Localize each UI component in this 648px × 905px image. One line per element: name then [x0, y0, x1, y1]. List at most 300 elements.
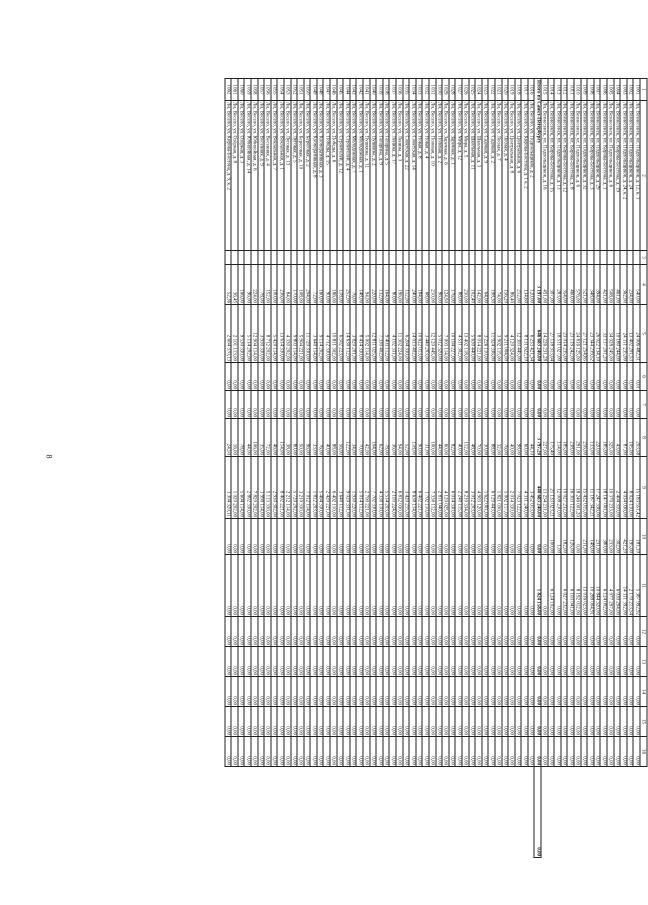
value-cell: [541, 251, 548, 265]
value-cell: 0,00: [403, 391, 410, 419]
value-cell: [396, 251, 403, 265]
address-cell: Лн, Весело, ул. Пушкина, д. 11: [363, 101, 370, 251]
value-cell: 0,00: [508, 737, 515, 767]
value-cell: 0,00: [403, 647, 410, 677]
value-cell: 0,00: [343, 677, 350, 707]
value-cell: 0,00: [324, 519, 331, 555]
value-cell: 8 414 330,00: [356, 305, 363, 363]
value-cell: 0,00: [587, 677, 594, 707]
value-cell: 21 133 023,21: [548, 457, 555, 519]
value-cell: 0,00: [449, 677, 456, 707]
value-cell: 9 803 114,00: [291, 305, 298, 363]
row-number-cell: 1019: [508, 79, 515, 101]
value-cell: 5 002 117,00: [502, 457, 509, 519]
address-cell: Лн, Весело, ул. Заречная, д. 1: [449, 101, 456, 251]
value-cell: [317, 251, 324, 265]
value-cell: 0,00: [627, 391, 634, 419]
table-row: [337, 79, 344, 858]
value-cell: 0,00: [258, 363, 265, 391]
value-cell: 0,00: [284, 555, 291, 617]
table-row: [574, 79, 581, 858]
value-cell: 0,00: [330, 647, 337, 677]
value-cell: 0,00: [363, 363, 370, 391]
value-cell: 0,00: [436, 519, 443, 555]
value-cell: [231, 251, 238, 265]
value-cell: 0,00: [284, 617, 291, 647]
value-cell: 0,00: [521, 737, 528, 767]
value-cell: 0,00: [462, 391, 469, 419]
value-cell: 0,00: [337, 363, 344, 391]
value-cell: 11 024 336,00: [488, 305, 495, 363]
column-index-cell: 4: [640, 265, 647, 305]
table-row: [436, 79, 443, 858]
value-cell: [587, 251, 594, 265]
column-index-cell: 7: [640, 391, 647, 419]
value-cell: 508,00: [607, 265, 614, 305]
value-cell: 0,00: [317, 677, 324, 707]
value-cell: 0,00: [561, 391, 568, 419]
value-cell: [376, 251, 383, 265]
value-cell: [409, 251, 416, 265]
value-cell: 0,00: [607, 647, 614, 677]
value-cell: 0,00: [291, 737, 298, 767]
value-cell: 8 131 622,10: [521, 305, 528, 363]
value-cell: 0,00: [462, 555, 469, 617]
table-row: [502, 79, 509, 858]
value-cell: 521,00: [581, 265, 588, 305]
row-number-cell: 1016: [528, 79, 535, 101]
value-cell: 354,00: [561, 265, 568, 305]
value-cell: 0,00: [350, 707, 357, 737]
value-cell: 0,00: [264, 737, 271, 767]
value-cell: 176,00: [449, 265, 456, 305]
value-cell: 10 844 320,00: [594, 555, 601, 617]
address-cell: Лн, Весело, ул. Юбилейная, д. 6: [251, 101, 258, 251]
value-cell: 0,00: [363, 391, 370, 419]
value-cell: 48,00: [469, 419, 476, 457]
group-total-cell: [535, 251, 542, 265]
value-cell: 0,00: [541, 555, 548, 617]
value-cell: 0,00: [297, 519, 304, 555]
value-cell: 0,00: [225, 519, 232, 555]
table-row: [297, 79, 304, 858]
value-cell: 0,00: [370, 555, 377, 617]
value-cell: 0,00: [462, 677, 469, 707]
value-cell: 0,00: [389, 677, 396, 707]
value-cell: 0,00: [541, 391, 548, 419]
value-cell: 2 811 040,00: [436, 457, 443, 519]
value-cell: 0,00: [620, 363, 627, 391]
value-cell: 0,00: [317, 617, 324, 647]
value-cell: 0,00: [515, 647, 522, 677]
row-number-cell: 1013: [554, 79, 561, 101]
value-cell: [244, 251, 251, 265]
value-cell: 5 720 202,00: [291, 457, 298, 519]
value-cell: 0,00: [495, 617, 502, 647]
value-cell: 0,00: [502, 707, 509, 737]
row-number-cell: 1022: [488, 79, 495, 101]
value-cell: 38,00: [284, 419, 291, 457]
value-cell: 76,00: [502, 419, 509, 457]
table-row: [350, 79, 357, 858]
value-cell: 100,00: [429, 419, 436, 457]
value-cell: 3 452 013,00: [528, 457, 535, 519]
value-cell: 0,00: [455, 647, 462, 677]
value-cell: 6 124 002,00: [600, 555, 607, 617]
value-cell: 0,00: [403, 737, 410, 767]
value-cell: 0,00: [383, 555, 390, 617]
value-cell: 0,00: [389, 737, 396, 767]
value-cell: 0,00: [587, 617, 594, 647]
value-cell: 1 020 202,00: [231, 457, 238, 519]
value-cell: 0,00: [271, 707, 278, 737]
value-cell: 0,00: [548, 677, 555, 707]
value-cell: 236,00: [277, 265, 284, 305]
value-cell: [515, 251, 522, 265]
table-row: [429, 79, 436, 858]
value-cell: 10 180 244,00: [614, 305, 621, 363]
value-cell: 0,00: [330, 519, 337, 555]
value-cell: 0,00: [231, 555, 238, 617]
value-cell: 7 330 112,00: [429, 457, 436, 519]
value-cell: 112,00: [403, 265, 410, 305]
table-row: [462, 79, 469, 858]
address-cell: Лн, Весело, ул. Луговая, д. 13: [284, 101, 291, 251]
value-cell: 196,00: [396, 265, 403, 305]
row-number-cell: 1051: [297, 79, 304, 101]
value-cell: 6 812 030,00: [396, 457, 403, 519]
column-index-cell: 15: [640, 707, 647, 737]
value-cell: 0,00: [416, 677, 423, 707]
value-cell: 0,00: [291, 363, 298, 391]
group-total-title: Итого по Санкт-Петербургу: [535, 79, 542, 251]
value-cell: 10 288 004,91: [587, 555, 594, 617]
value-cell: 233,00: [607, 519, 614, 555]
value-cell: 0,00: [422, 391, 429, 419]
value-cell: 0,00: [297, 363, 304, 391]
value-cell: [469, 251, 476, 265]
value-cell: 0,00: [422, 519, 429, 555]
value-cell: 240,00: [409, 265, 416, 305]
value-cell: 0,00: [264, 391, 271, 419]
value-cell: 0,00: [389, 363, 396, 391]
value-cell: [297, 251, 304, 265]
value-cell: [389, 251, 396, 265]
address-cell: Лн, Весело, ул. Центральная, д. 6: [515, 101, 522, 251]
value-cell: 0,00: [607, 617, 614, 647]
value-cell: 4 311 240,00: [521, 457, 528, 519]
address-cell: Лн, Весело, ул. Ленина, д. 3: [396, 101, 403, 251]
group-total-cell: 0,00: [535, 767, 542, 858]
value-cell: 0,00: [291, 647, 298, 677]
table-row: [356, 79, 363, 858]
value-cell: 24 006 482,31: [633, 305, 640, 363]
value-cell: 185,00: [600, 419, 607, 457]
value-cell: 3 640 112,00: [337, 457, 344, 519]
value-cell: [251, 251, 258, 265]
value-cell: 0,00: [304, 707, 311, 737]
value-cell: 0,00: [528, 391, 535, 419]
table-row: [475, 79, 482, 858]
value-cell: 325,00: [607, 419, 614, 457]
value-cell: 0,00: [495, 391, 502, 419]
value-cell: 0,00: [600, 617, 607, 647]
value-cell: 6 233 421,34: [528, 305, 535, 363]
value-cell: 0,00: [561, 617, 568, 647]
value-cell: 0,00: [291, 707, 298, 737]
value-cell: 1 702 110,00: [422, 457, 429, 519]
value-cell: 0,00: [422, 737, 429, 767]
value-cell: 0,00: [495, 519, 502, 555]
value-cell: 0,00: [251, 737, 258, 767]
value-cell: 0,00: [455, 707, 462, 737]
value-cell: 0,00: [370, 647, 377, 677]
value-cell: 0,00: [620, 737, 627, 767]
value-cell: 0,00: [521, 391, 528, 419]
value-cell: 0,00: [475, 677, 482, 707]
value-cell: 6 030 294,00: [614, 555, 621, 617]
value-cell: [462, 251, 469, 265]
value-cell: 0,00: [600, 391, 607, 419]
value-cell: [528, 251, 535, 265]
value-cell: 0,00: [271, 363, 278, 391]
value-cell: 96,00: [304, 419, 311, 457]
value-cell: 0,00: [343, 519, 350, 555]
value-cell: 0,00: [370, 363, 377, 391]
value-cell: 0,00: [429, 707, 436, 737]
value-cell: 10 622 013,00: [416, 305, 423, 363]
value-cell: 0,00: [337, 555, 344, 617]
value-cell: 34,00: [350, 419, 357, 457]
value-cell: 0,00: [442, 737, 449, 767]
value-cell: 0,00: [442, 519, 449, 555]
value-cell: 17 247 336,00: [594, 457, 601, 519]
value-cell: 0,00: [350, 737, 357, 767]
value-cell: 0,00: [363, 519, 370, 555]
group-total-cell: 0,00: [535, 647, 542, 677]
value-cell: 24 816 125,00: [574, 305, 581, 363]
value-cell: 0,00: [422, 363, 429, 391]
value-cell: 36,00: [389, 419, 396, 457]
group-total-cell: 0,00: [535, 617, 542, 647]
value-cell: 0,00: [310, 617, 317, 647]
table-row: [231, 79, 238, 858]
value-cell: 8 014 221,00: [475, 305, 482, 363]
value-cell: 148,00: [587, 519, 594, 555]
value-cell: 8 630 114,00: [409, 457, 416, 519]
value-cell: 0,00: [495, 647, 502, 677]
value-cell: [521, 251, 528, 265]
value-cell: 0,00: [225, 363, 232, 391]
value-cell: 0,00: [277, 647, 284, 677]
value-cell: 0,00: [475, 737, 482, 767]
value-cell: 0,00: [370, 737, 377, 767]
value-cell: 0,00: [449, 519, 456, 555]
address-cell: Лн, Вознесенск, ул. Кирова-Бостона, д. 3: [587, 101, 594, 251]
value-cell: 0,00: [429, 363, 436, 391]
value-cell: 0,00: [442, 555, 449, 617]
value-cell: 112,00: [462, 419, 469, 457]
value-cell: 3 640 114,00: [310, 305, 317, 363]
value-cell: 12 008 230,00: [554, 457, 561, 519]
value-cell: 0,00: [370, 519, 377, 555]
value-cell: 0,00: [231, 363, 238, 391]
address-cell: Лн, Весело, ул. Озёрная, д. 8: [231, 101, 238, 251]
value-cell: [620, 251, 627, 265]
value-cell: 0,00: [330, 555, 337, 617]
value-cell: 0,00: [521, 647, 528, 677]
value-cell: 0,00: [284, 737, 291, 767]
value-cell: 8 210 334,00: [462, 457, 469, 519]
value-cell: 114,00: [277, 419, 284, 457]
value-cell: 0,00: [271, 555, 278, 617]
value-cell: 0,00: [614, 737, 621, 767]
value-cell: 0,00: [271, 391, 278, 419]
value-cell: 3 226 110,00: [482, 305, 489, 363]
row-number-cell: 1026: [462, 79, 469, 101]
address-cell: Лн, Весело, ул. Береговая, д. 2: [304, 101, 311, 251]
value-cell: 0,00: [403, 617, 410, 647]
address-cell: Лн, Весело, ул. Юбилейная, д. 14: [244, 101, 251, 251]
value-cell: 0,00: [587, 707, 594, 737]
value-cell: 0,00: [350, 391, 357, 419]
value-cell: 86,40: [508, 265, 515, 305]
value-cell: 175,40: [548, 419, 555, 457]
value-cell: 7 820 202,00: [251, 457, 258, 519]
column-index-cell: 5: [640, 305, 647, 363]
table-row: [244, 79, 251, 858]
value-cell: 80,00: [389, 265, 396, 305]
value-cell: 0,00: [416, 391, 423, 419]
value-cell: 148,00: [356, 265, 363, 305]
value-cell: 4 077 297,00: [607, 555, 614, 617]
value-cell: 118,00: [409, 419, 416, 457]
value-cell: 13 402 201,53: [627, 305, 634, 363]
value-cell: 0,00: [383, 737, 390, 767]
value-cell: 0,00: [251, 391, 258, 419]
value-cell: 0,00: [469, 617, 476, 647]
column-index-cell: 16: [640, 737, 647, 767]
group-total-cell: 646 683 240,00: [535, 305, 542, 363]
value-cell: 0,00: [541, 617, 548, 647]
value-cell: 0,00: [462, 363, 469, 391]
value-cell: 7 012 114,00: [304, 457, 311, 519]
value-cell: 0,00: [310, 737, 317, 767]
value-cell: 0,00: [475, 647, 482, 677]
table-row: [317, 79, 324, 858]
column-index-row: [640, 79, 647, 858]
value-cell: 2 212 114,00: [284, 457, 291, 519]
value-cell: 0,00: [231, 391, 238, 419]
row-number-cell: 1049: [310, 79, 317, 101]
value-cell: 7 330 402,00: [376, 305, 383, 363]
value-cell: 0,00: [297, 391, 304, 419]
value-cell: 160,00: [317, 265, 324, 305]
value-cell: 0,00: [396, 737, 403, 767]
table-row: [587, 79, 594, 858]
value-cell: 11 234 211,00: [541, 457, 548, 519]
row-number-cell: 1033: [416, 79, 423, 101]
value-cell: [271, 251, 278, 265]
group-total-cell: 0,00: [535, 707, 542, 737]
address-cell: Лн, Весело, ул. Новая, д. 4: [422, 101, 429, 251]
value-cell: 0,00: [561, 647, 568, 677]
value-cell: 0,00: [508, 707, 515, 737]
value-cell: 394,00: [594, 265, 601, 305]
value-cell: 0,00: [436, 647, 443, 677]
value-cell: [554, 251, 561, 265]
value-cell: 64,00: [482, 265, 489, 305]
table-row: [581, 79, 588, 858]
value-cell: 0,00: [581, 677, 588, 707]
value-cell: 0,00: [370, 707, 377, 737]
value-cell: 0,00: [396, 677, 403, 707]
value-cell: 0,00: [343, 647, 350, 677]
value-cell: 4 034 036,00: [620, 457, 627, 519]
value-cell: 0,00: [488, 363, 495, 391]
value-cell: 0,00: [277, 391, 284, 419]
value-cell: 0,00: [370, 617, 377, 647]
value-cell: 27 121 254,65: [581, 305, 588, 363]
value-cell: 0,00: [581, 363, 588, 391]
value-cell: 12 303 445,00: [515, 305, 522, 363]
row-number-cell: 1038: [383, 79, 390, 101]
value-cell: 0,00: [409, 617, 416, 647]
value-cell: 2 103 224,00: [389, 457, 396, 519]
value-cell: 0,00: [324, 391, 331, 419]
value-cell: 0,00: [502, 555, 509, 617]
value-cell: [429, 251, 436, 265]
address-cell: Лн, Весело, ул. Победы, д. 15: [324, 101, 331, 251]
value-cell: 0,00: [594, 391, 601, 419]
value-cell: 0,00: [409, 677, 416, 707]
value-cell: 0,00: [284, 707, 291, 737]
value-cell: 0,00: [495, 737, 502, 767]
value-cell: 0,00: [238, 555, 245, 617]
table-row: [284, 79, 291, 858]
value-cell: 0,00: [297, 677, 304, 707]
value-cell: 421,20: [620, 519, 627, 555]
value-cell: 0,00: [561, 677, 568, 707]
value-cell: 212,00: [515, 265, 522, 305]
value-cell: [277, 251, 284, 265]
value-cell: 0,00: [587, 647, 594, 677]
value-cell: 0,00: [304, 737, 311, 767]
value-cell: [449, 251, 456, 265]
row-number-cell: 1008: [587, 79, 594, 101]
value-cell: 6 402 110,00: [330, 457, 337, 519]
address-cell: Лн, Весело, ул. Лесная, д. 4: [502, 101, 509, 251]
table-row: [291, 79, 298, 858]
value-cell: 9 530 330,00: [238, 305, 245, 363]
row-number-cell: 1034: [409, 79, 416, 101]
value-cell: [291, 251, 298, 265]
table-row: [403, 79, 410, 858]
value-cell: 0,00: [271, 677, 278, 707]
value-cell: 1 304 320,11: [225, 457, 232, 519]
value-cell: 15 432 015,00: [581, 457, 588, 519]
address-cell: Лн, Весело, ул. Кирова-Бостона, д. 1 к. 2: [521, 101, 528, 251]
value-cell: [475, 251, 482, 265]
value-cell: 1 812 203,00: [310, 457, 317, 519]
value-cell: 0,00: [515, 363, 522, 391]
value-cell: 0,00: [350, 677, 357, 707]
value-cell: 0,00: [436, 707, 443, 737]
value-cell: 0,00: [515, 707, 522, 737]
column-index-cell: 12: [640, 617, 647, 647]
value-cell: 0,00: [297, 555, 304, 617]
address-cell: Лн, Весело, ул. Школьная, д. 3: [475, 101, 482, 251]
